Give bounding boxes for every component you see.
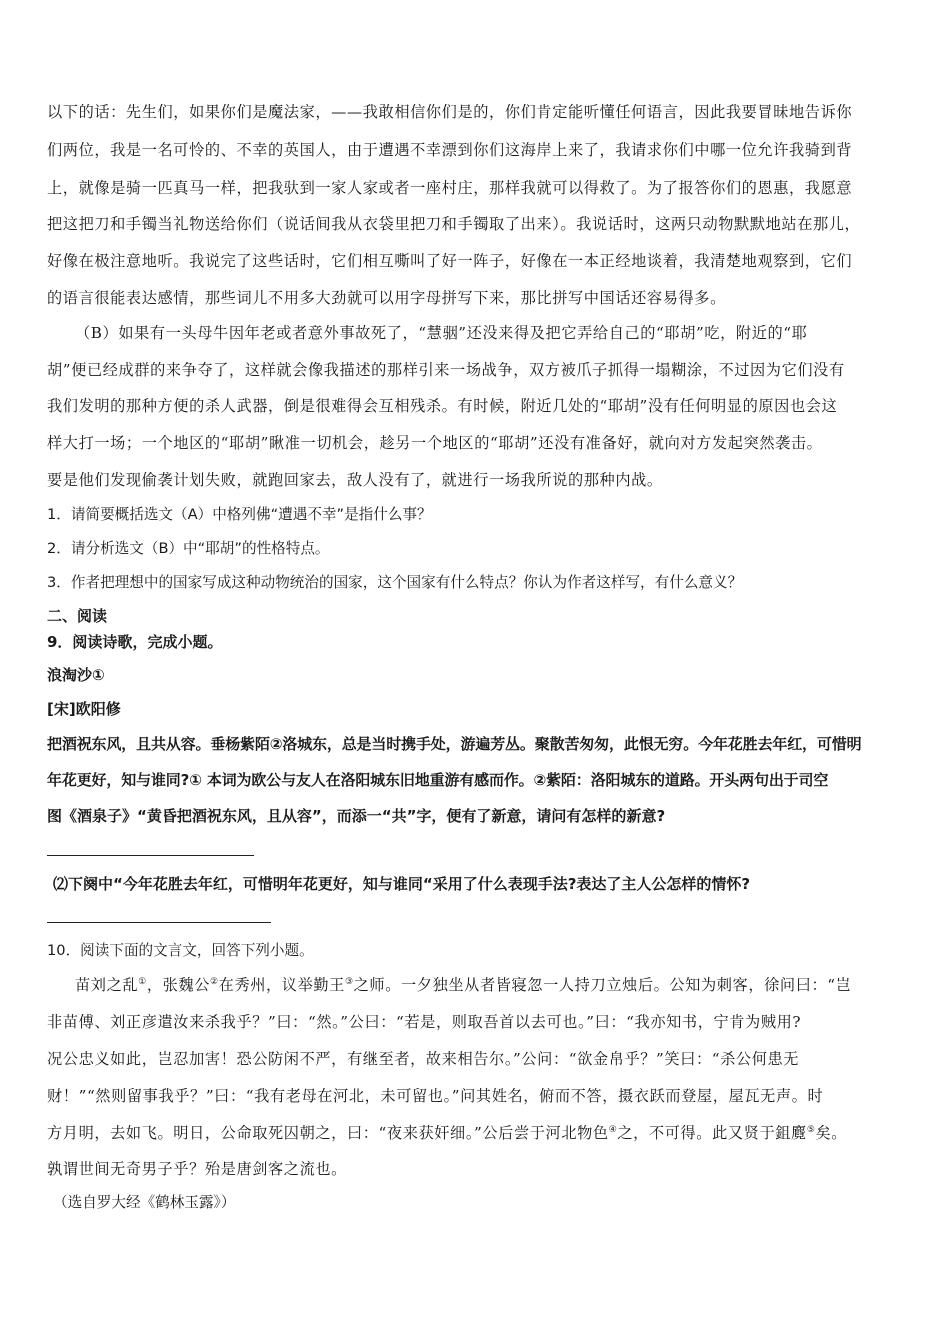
footnote-marker: ⑤	[806, 1124, 816, 1135]
footnote-marker: ③	[344, 976, 354, 987]
footnote-marker: ④	[608, 1124, 618, 1135]
passage-a-line: 把这把刀和手镯当礼物送给你们（说话间我从衣袋里把刀和手镯取了出来）。我说话时，这两只动物默默地站在那儿，	[47, 215, 861, 233]
footnote-marker: ②	[209, 976, 219, 987]
source-citation: （选自罗大经《鹤林玉露》）	[53, 1194, 236, 1211]
poem-body-line: 把酒祝东风，且共从容。垂杨紫陌②洛城东，总是当时携手处，游遍芳丛。聚散苦匆匆，此恨无穷。今年花胜去年红，可惜明	[47, 735, 862, 753]
poem-author: [宋]欧阳修	[47, 700, 121, 718]
passage-b-line: 我们发明的那种方便的杀人武器，倒是很难得会互相残杀。有时候，附近几处的“耶胡”没有任何明显的原因也会这	[47, 397, 838, 415]
passage-b-line: （B）如果有一头母牛因年老或者意外事故死了，“慧骃”还没来得及把它弄给自己的“耶胡”吃，附近的“耶	[75, 324, 808, 342]
passage-a-line: 的语言很能表达感情，那些词儿不用多大劲就可以用字母拼写下来，那比拼写中国话还容易得多。	[47, 289, 726, 307]
passage-a-line: 以下的话：先生们，如果你们是魔法家，——我敢相信你们是的，你们肯定能听懂任何语言，因此我要冒昧地告诉你	[47, 103, 853, 121]
classical-text-line: 方月明，去如飞。明日，公命取死囚朝之，曰：“夜来获奸细。”公后尝于河北物色④之，不可得。此又贤于鉏麑⑤矣。	[47, 1124, 848, 1142]
classical-text-line: 苗刘之乱①，张魏公②在秀州，议举勤王③之师。一夕独坐从者皆寝忽一人持刀立烛后。公知为刺客，徐问曰：“岂	[75, 976, 852, 994]
passage-b-line: 要是他们发现偷袭计划失败，就跑回家去，敌人没有了，就进行一场我所说的那种内战。	[47, 471, 663, 489]
q9-sub2: ⑵下阕中“今年花胜去年红，可惜明年花更好，知与谁同“采用了什么表现手法?表达了主人公怎样的情怀?	[53, 875, 751, 893]
answer-line	[47, 855, 254, 856]
q10-prompt: 10．阅读下面的文言文，回答下列小题。	[47, 942, 314, 959]
passage-a-line: 上，就像是骑一匹真马一样，把我驮到一家人家或者一座村庄，那样我就可以得救了。为了报答你们的恩惠，我愿意	[47, 179, 853, 197]
poem-title: 浪淘沙①	[47, 666, 105, 684]
classical-text-line: 非苗傅、刘正彦遣汝来杀我乎？”曰：“然。”公曰：“若是，则取吾首以去可也。”曰：“我亦知书，宁肯为贼用?	[47, 1013, 802, 1031]
classical-text-line: 况公忠义如此，岂忍加害！恐公防闲不严，有继至者，故来相告尔。”公问：“欲金帛乎？”笑曰：“杀公何患无	[47, 1050, 800, 1068]
question-3: 3．作者把理想中的国家写成这种动物统治的国家，这个国家有什么特点？你认为作者这样写，有什么意义？	[47, 574, 743, 591]
poem-body-line: 年花更好，知与谁同?① 本词为欧公与友人在洛阳城东旧地重游有感而作。②紫陌：洛阳城东的道路。开头两句出于司空	[47, 771, 829, 789]
question-1: 1．请简要概括选文（A）中格列佛“遭遇不幸”是指什么事？	[47, 506, 432, 523]
passage-b-line: 样大打一场；一个地区的“耶胡”瞅准一切机会，趁另一个地区的“耶胡”还没有准备好，就向对方发起突然袭击。	[47, 434, 823, 452]
question-2: 2．请分析选文（B）中“耶胡”的性格特点。	[47, 540, 330, 557]
classical-text-line: 孰谓世间无奇男子乎？殆是唐剑客之流也。	[47, 1160, 347, 1178]
section-heading: 二、阅读	[47, 607, 108, 625]
passage-a-line: 们两位，我是一名可怜的、不幸的英国人，由于遭遇不幸漂到你们这海岸上来了，我请求你们中哪一位允许我骑到背	[47, 141, 853, 159]
passage-b-line: 胡”便已经成群的来争夺了，这样就会像我描述的那样引来一场战争，双方被爪子抓得一塌糊涂，不过因为它们没有	[47, 361, 845, 379]
q9-prompt: 9．阅读诗歌，完成小题。	[47, 633, 223, 651]
passage-a-line: 好像在极注意地听。我说完了这些话时，它们相互嘶叫了好一阵子，好像在一本正经地谈着，我清楚地观察到，它们	[47, 252, 853, 270]
footnote-marker: ①	[138, 976, 147, 987]
poem-body-line: 图《酒泉子》“黄昏把酒祝东风，且从容”，而添一“共”字，便有了新意，请问有怎样的新意?	[47, 807, 666, 825]
answer-line	[47, 922, 271, 923]
classical-text-line: 财！”“然则留事我乎？”曰：“我有老母在河北，未可留也。”问其姓名，俯而不答，摄衣跃而登屋，屋瓦无声。时	[47, 1087, 824, 1105]
